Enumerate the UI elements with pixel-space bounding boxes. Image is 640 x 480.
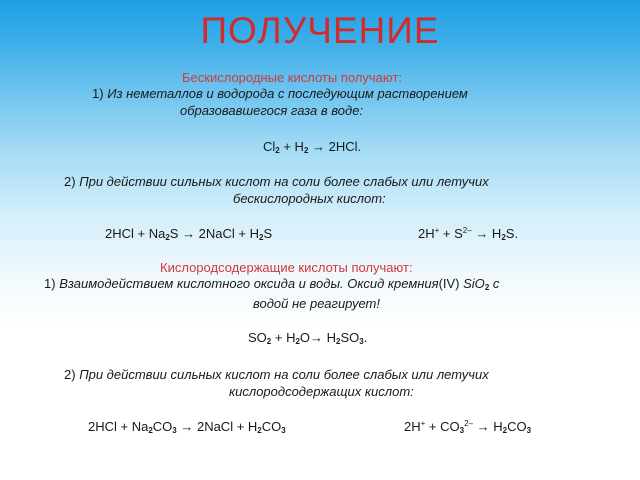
equation-ionic-h2s: $2H^+ + S^{2-} \to H_2S$. — [418, 226, 519, 242]
oxy-method2-line1 — [64, 367, 489, 382]
equation-ionic-h2co3: $2H^+ + CO_3^{2-} \to H_2CO_3$ — [404, 419, 532, 435]
oxy-method1-line1: 1) Взаимодействием кислотного оксида и воды. Оксид кремния(IV) SiO$_2$ с — [44, 276, 500, 292]
oxy-method2-line2: кислородсодержащих кислот: — [229, 384, 414, 399]
method-number: 1) — [44, 276, 56, 291]
oxy-heading: Кислородсодержащие кислоты получают: — [160, 260, 413, 275]
equation-hcl-na2co3: $2HCl + Na_2CO_3$ → 2NaCl + $H_2CO_3$ — [88, 419, 286, 435]
anoxic-method2-line1 — [64, 174, 489, 189]
anoxic-method1-line1 — [92, 86, 468, 101]
method-text: При действии сильных кислот на соли более слабых или летучих — [79, 174, 489, 189]
anoxic-method1-line2: образовавшегося газа в воде: — [180, 103, 364, 118]
equation-cl2-h2: $Cl_2 + H_2 \to 2HCl$. — [263, 139, 362, 155]
equation-hcl-na2s: $2HCl + Na_2S$ → 2NaCl + $H_2S$ — [105, 226, 273, 242]
equation-so2-h2o: $SO_2 + H_2O\to H_2SO_3$. — [248, 330, 368, 346]
oxidation-state: (IV) — [438, 276, 460, 291]
anoxic-heading: Бескислородные кислоты получают: — [182, 70, 402, 85]
anoxic-method2-line2: бескислородных кислот: — [233, 191, 386, 206]
method-number: 2) — [64, 367, 76, 382]
method-text: При действии сильных кислот на соли более слабых или летучих — [79, 367, 489, 382]
method-text: Из неметаллов и водорода с последующим растворением — [107, 86, 468, 101]
oxy-method1-line2: водой не реагирует! — [253, 296, 380, 311]
slide-title: ПОЛУЧЕНИЕ — [200, 10, 440, 51]
method-number: 2) — [64, 174, 76, 189]
method-text: Взаимодействием кислотного оксида и воды. Оксид кремния — [59, 276, 439, 291]
method-number: 1) — [92, 86, 104, 101]
